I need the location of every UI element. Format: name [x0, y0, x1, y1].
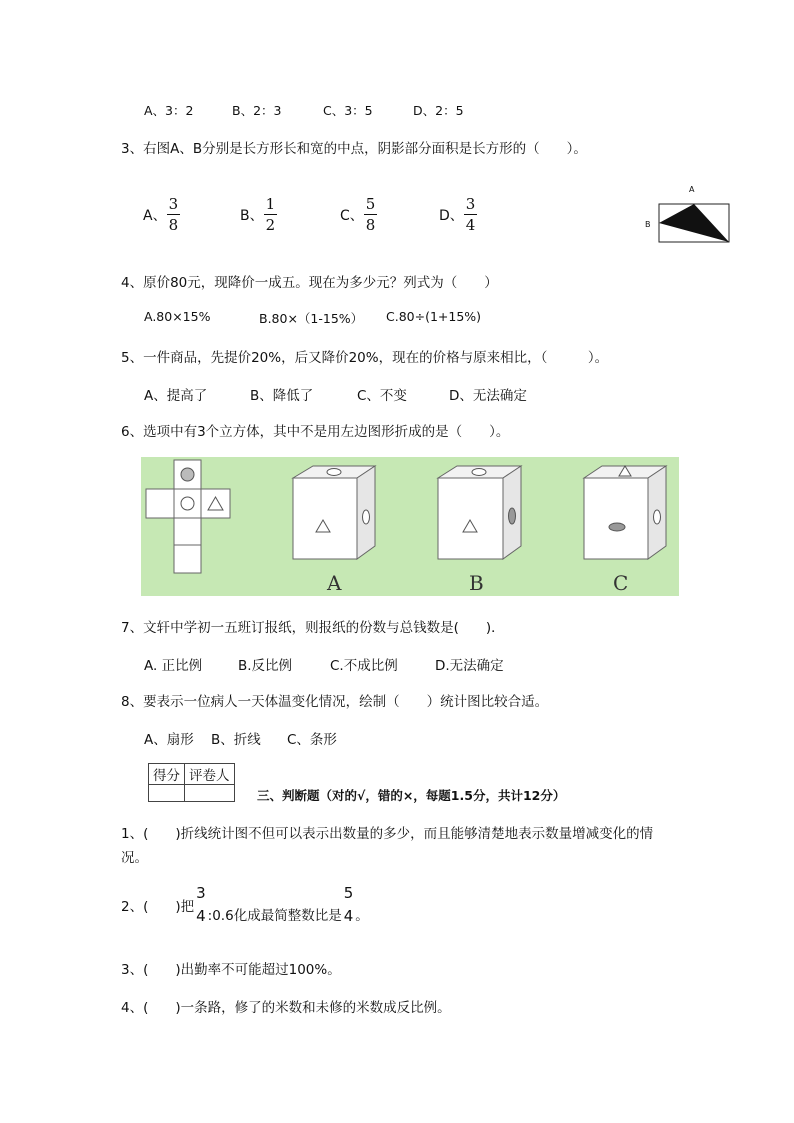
q7-option-b: B.反比例	[238, 658, 293, 674]
judge-2-fraction-1	[196, 886, 206, 924]
net-circle-icon	[181, 497, 194, 510]
q3-option-d-den: 4	[465, 216, 476, 234]
net-gray-circle-icon	[181, 468, 194, 481]
q5-option-a: A、提高了	[144, 388, 208, 404]
cube-c	[584, 466, 666, 559]
q3-option-b	[240, 197, 277, 233]
judge-3: 3、( )出勤率不可能超过100%。	[121, 962, 341, 978]
cube-b-front	[438, 478, 503, 559]
q2-option-d: D、2：5	[413, 103, 464, 118]
q3-option-b-den: 2	[265, 216, 276, 234]
q3-option-c-den: 8	[365, 216, 376, 234]
q3-option-a	[143, 197, 180, 233]
section-3-title: 三、判断题（对的√，错的×，每题1.5分，共计12分）	[257, 788, 566, 803]
q3-option-c-num: 5	[365, 195, 376, 213]
q6-cube-figure	[141, 457, 679, 596]
q5-option-b: B、降低了	[250, 388, 314, 404]
q5-option-d: D、无法确定	[449, 388, 527, 404]
q4-option-a: A.80×15%	[144, 309, 211, 324]
q7-text: 7、文轩中学初一五班订报纸，则报纸的份数与总钱数是( )．	[121, 620, 505, 636]
q3-option-b-num: 1	[265, 195, 276, 213]
score-cell	[149, 785, 185, 802]
cube-label-a: A	[327, 571, 342, 595]
cube-c-front-ellipse-icon	[609, 523, 625, 531]
q3-option-d	[439, 197, 477, 233]
cube-a	[293, 466, 375, 559]
q2-option-a: A、3：2	[144, 103, 194, 118]
q3-label-b: B	[645, 220, 651, 229]
judge-2-mid: :0.6化成最简整数比是	[207, 908, 342, 924]
q6-cube-svg	[141, 457, 679, 596]
cube-c-side-ellipse-icon	[654, 510, 661, 524]
judge-2-prefix: 2、( )把	[121, 899, 195, 915]
judge-2-fraction-2-num: 5	[343, 884, 354, 902]
net-face-lower	[174, 518, 201, 545]
judge-4: 4、( )一条路，修了的米数和未修的米数成反比例。	[121, 1000, 451, 1016]
q7-option-a: A. 正比例	[144, 658, 203, 674]
q3-option-d-prefix: D、	[439, 208, 464, 224]
q2-option-b: B、2：3	[232, 103, 282, 118]
q7-option-d: D.无法确定	[435, 658, 504, 674]
q3-text: 3、右图A、B分别是长方形长和宽的中点，阴影部分面积是长方形的（ ）。	[121, 141, 587, 157]
judge-2-fraction-2-den: 4	[343, 907, 354, 925]
q3-rectangle-figure	[642, 183, 737, 248]
judge-1-line1: 1、( )折线统计图不但可以表示出数量的多少，而且能够清楚地表示数量增减变化的情	[121, 826, 654, 842]
q2-option-c: C、3：5	[323, 103, 373, 118]
q3-label-a: A	[689, 185, 695, 194]
q3-option-c-prefix: C、	[340, 208, 364, 224]
net-face-left	[146, 489, 174, 518]
cube-a-top-ellipse-icon	[327, 469, 341, 476]
q4-text: 4、原价80元，现降价一成五。现在为多少元？列式为（ ）	[121, 275, 498, 291]
judge-2-fraction-1-den: 4	[196, 907, 206, 925]
score-label: 得分	[149, 764, 185, 785]
q8-text: 8、要表示一位病人一天体温变化情况，绘制（ ）统计图比较合适。	[121, 694, 549, 710]
q3-option-d-fraction	[464, 197, 478, 233]
q4-option-b: B.80×（1-15%）	[259, 311, 364, 326]
score-box	[148, 763, 235, 802]
q3-option-b-fraction	[264, 197, 278, 233]
judge-2-end: 。	[355, 908, 369, 924]
q8-option-c: C、条形	[287, 732, 337, 748]
cube-a-side-ellipse-icon	[363, 510, 370, 524]
q7-option-c: C.不成比例	[330, 658, 398, 674]
q6-text: 6、选项中有3个立方体，其中不是用左边图形折成的是（ ）。	[121, 424, 510, 440]
cube-a-front	[293, 478, 357, 559]
cube-b-top-ellipse-icon	[472, 469, 486, 476]
q3-option-d-num: 3	[465, 195, 476, 213]
judge-2	[121, 886, 369, 924]
grader-cell	[185, 785, 235, 802]
q3-option-a-den: 8	[168, 216, 179, 234]
q3-option-a-fraction	[167, 197, 181, 233]
cube-b-side-ellipse-icon	[509, 508, 516, 524]
judge-1-line2: 况。	[121, 850, 148, 866]
q5-option-c: C、不变	[357, 388, 407, 404]
q3-option-c-fraction	[364, 197, 378, 233]
q8-option-a: A、扇形	[144, 732, 194, 748]
q3-option-a-num: 3	[168, 195, 179, 213]
q5-text: 5、一件商品，先提价20%，后又降价20%，现在的价格与原来相比，（ ）。	[121, 350, 609, 366]
judge-2-fraction-2	[344, 886, 354, 924]
q3-option-c	[340, 197, 377, 233]
cube-label-b: B	[469, 571, 484, 595]
q8-option-b: B、折线	[211, 732, 261, 748]
q3-option-a-prefix: A、	[143, 208, 167, 224]
q3-option-b-prefix: B、	[240, 208, 264, 224]
q3-shaded-triangle	[659, 204, 729, 242]
judge-2-fraction-1-num: 3	[196, 884, 206, 902]
net-face-bottom	[174, 545, 201, 573]
q4-option-c: C.80÷(1+15%)	[386, 309, 482, 324]
cube-c-front	[584, 478, 648, 559]
grader-label: 评卷人	[185, 764, 235, 785]
cube-label-c: C	[613, 571, 629, 595]
